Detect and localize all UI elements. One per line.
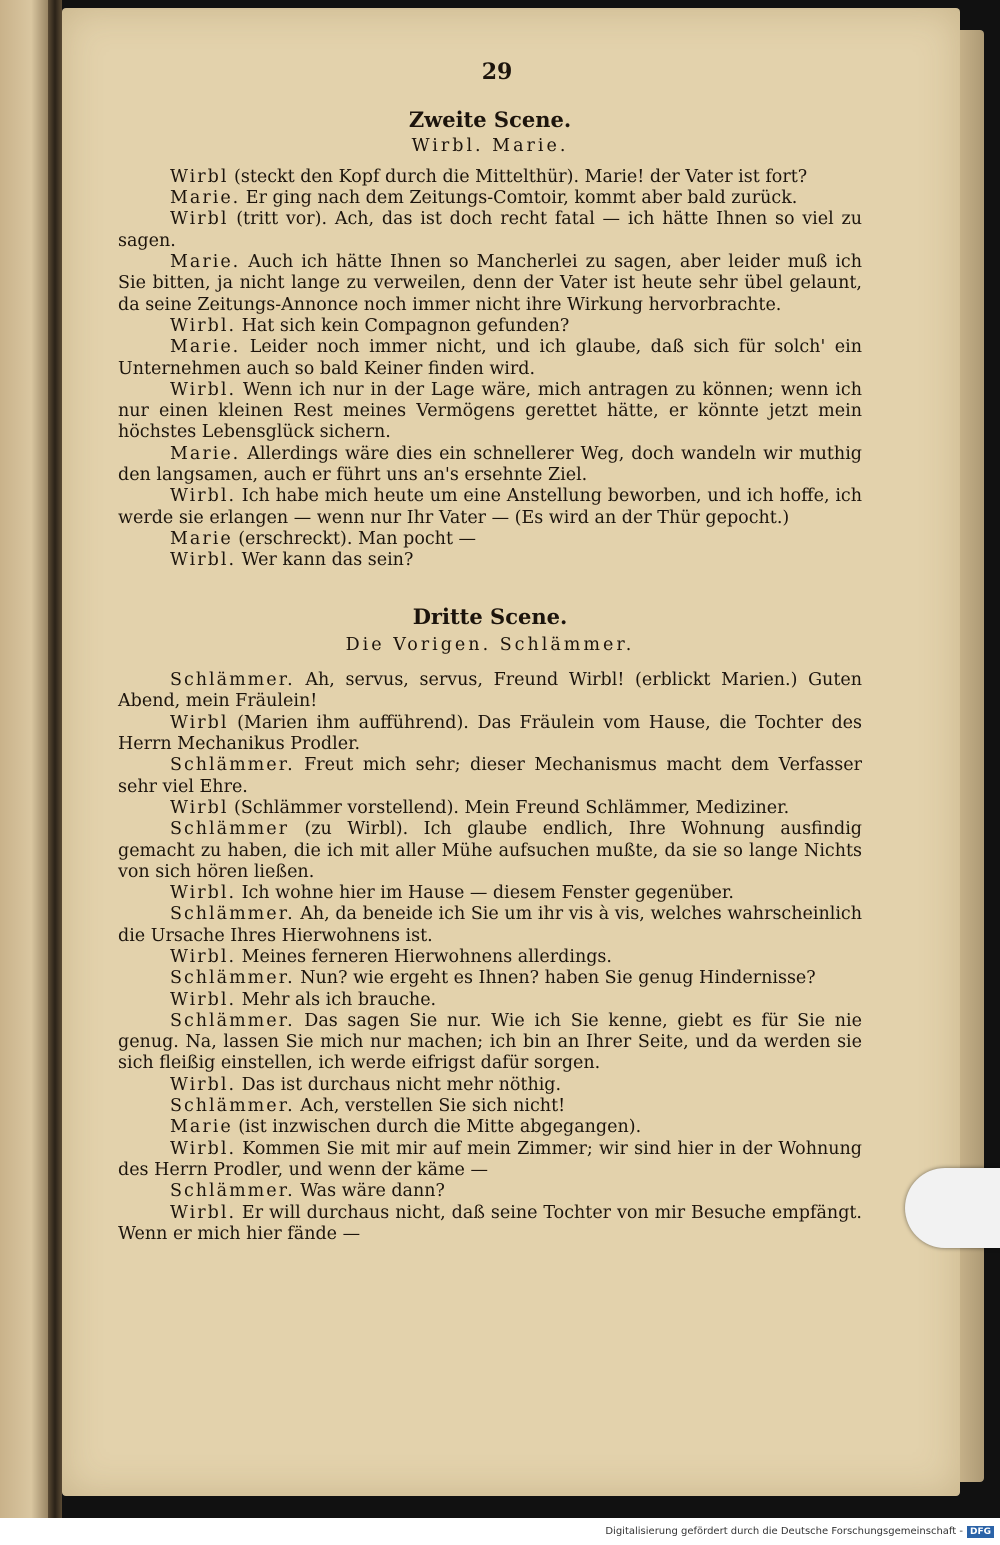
dialogue-text: (Schlämmer vorstellend). Mein Freund Schlämmer, Mediziner. [228,797,790,818]
dialogue-text: Ich habe mich heute um eine Anstellung beworben, und ich hoffe, ich werde sie erlangen — wenn nur Ihr Vater — (Es wird an der Thür gepocht.) [118,486,862,528]
footer-credit: Digitalisierung gefördert durch die Deutsche Forschungsgemeinschaft - [605,1526,963,1537]
speaker-name: Wirbl [170,797,229,818]
dialogue-text: Auch ich hätte Ihnen so Mancherlei zu sagen, aber leider muß ich Sie bitten, ja nicht lange zu verweilen, denn der Vater ist heute sehr übel gelaunt, da seine Zeitungs-Annonce noch immer nicht ihre Wirkung hervorbrachte. [118,252,862,315]
dialogue-text: (ist inzwischen durch die Mitte abgegangen). [232,1117,642,1138]
dialogue-paragraph [118,1139,862,1182]
speaker-name: Wirbl [170,712,229,733]
dialogue-text: Er ging nach dem Zeitungs-Comtoir, kommt aber bald zurück. [240,188,798,209]
dialogue-text: Ach, verstellen Sie sich nicht! [294,1096,566,1117]
dialogue-text: (Marien ihm aufführend). Das Fräulein vom Hause, die Tochter des Herrn Mechanikus Prodler. [118,712,862,755]
dialogue-text: Ah, da beneide ich Sie um ihr vis à vis, welches wahrscheinlich die Ursache Ihres Hierwohnens ist. [118,904,862,946]
speaker-name: Schlämmer. [170,1010,295,1031]
dialogue-paragraph [118,1075,862,1096]
dialogue-text: Hat sich kein Compagnon gefunden? [236,315,570,336]
dialogue-paragraph [118,209,862,252]
speaker-name: Schlämmer. [170,904,295,925]
dialogue-text: Das sagen Sie nur. Wie ich Sie kenne, giebt es für Sie nie genug. Na, lassen Sie mich nur machen; ich bin an Ihrer Seite, und da werden sie sich fleißig einstellen, ich werde eifrigst dafür sorgen. [118,1010,862,1074]
dialogue-paragraph [118,755,862,798]
speaker-name: Marie. [170,337,241,358]
speaker-name: Wirbl. [170,946,237,967]
dialogue-paragraph [118,444,862,487]
dialogue-paragraph [118,1117,862,1138]
dialogue-paragraph [118,167,862,188]
dialogue-paragraph [118,968,862,989]
dialogue-paragraph [118,990,862,1011]
dialogue-text: Wenn ich nur in der Lage wäre, mich antragen zu können; wenn ich nur einen kleinen Rest meines Vermögens gerettet hätte, er könnte jetzt mein höchstes Lebensglück sichern. [118,379,862,443]
speaker-name: Marie. [170,188,241,209]
dialogue-text: Leider noch immer nicht, und ich glaube, daß sich für solch' ein Unternehmen auch so bald Keiner finden wird. [118,337,862,379]
dialogue-text: Er will durchaus nicht, daß seine Tochter von mir Besuche empfängt. Wenn er mich hier fände — [118,1202,862,1244]
dialogue-text: (erschreckt). Man pocht — [232,528,477,549]
speaker-name: Wirbl. [170,883,237,904]
left-page-edge [0,0,52,1518]
dialogue-text: Mehr als ich brauche. [236,989,437,1010]
dialogue-paragraph [118,1096,862,1117]
speaker-name: Wirbl. [170,486,237,507]
speaker-name: Wirbl. [170,550,237,571]
dialogue-paragraph [118,947,862,968]
scene-three-cast: Die Vorigen. Schlämmer. [345,634,635,655]
dialogue-paragraph [118,883,862,904]
speaker-name: Wirbl. [170,1074,237,1095]
scene-two-cast: Wirbl. Marie. [411,135,569,156]
dialogue-paragraph [118,252,862,316]
speaker-name: Schlämmer [170,819,290,840]
dialogue-paragraph [118,529,862,550]
scene-two-dialogue [118,167,862,572]
speaker-name: Schlämmer. [170,968,295,989]
dialogue-paragraph [118,670,862,713]
speaker-name: Marie [170,528,233,549]
scene-three-title: Dritte Scene. [412,603,568,629]
speaker-name: Marie [170,1117,233,1138]
dialogue-paragraph [118,188,862,209]
page-number: 29 [481,59,513,85]
dialogue-paragraph [118,798,862,819]
dialogue-paragraph [118,380,862,444]
dialogue-paragraph [118,550,862,571]
dialogue-text: (steckt den Kopf durch die Mittelthür). Marie! der Vater ist fort? [228,166,808,187]
speaker-name: Schlämmer. [170,670,295,691]
scene-two-title: Zweite Scene. [408,107,572,133]
speaker-name: Wirbl. [170,315,237,336]
dialogue-paragraph [118,904,862,947]
scene-three-dialogue [118,670,862,1245]
page-flip-handle[interactable] [905,1168,1000,1248]
speaker-name: Wirbl. [170,1138,237,1159]
speaker-name: Schlämmer. [170,1181,295,1202]
dialogue-paragraph [118,316,862,337]
speaker-name: Wirbl. [170,989,237,1010]
speaker-name: Wirbl [170,209,229,230]
footer-bar [0,1518,1000,1545]
dialogue-text: Allerdings wäre dies ein schnellerer Weg, doch wandeln wir muthig den langsamen, auch er führt uns an's ersehnte Ziel. [118,443,862,486]
dialogue-paragraph [118,819,862,883]
dialogue-paragraph [118,337,862,380]
dialogue-paragraph [118,1011,862,1075]
page-stack-edge [958,30,984,1482]
dialogue-paragraph [118,713,862,756]
dialogue-text: Meines ferneren Hierwohnens allerdings. [236,946,612,967]
speaker-name: Marie. [170,443,241,464]
speaker-name: Schlämmer. [170,1096,295,1117]
dialogue-text: Was wäre dann? [294,1181,445,1202]
dialogue-paragraph [118,1203,862,1246]
dialogue-text: (tritt vor). Ach, das ist doch recht fatal — ich hätte Ihnen so viel zu sagen. [118,209,862,251]
dialogue-paragraph [118,1181,862,1202]
dialogue-text: Ah, servus, servus, Freund Wirbl! (erblickt Marien.) Guten Abend, mein Fräulein! [118,670,862,712]
dialogue-text: Wer kann das sein? [236,550,414,571]
page-content [118,59,862,1245]
speaker-name: Wirbl [170,166,229,187]
dialogue-text: Das ist durchaus nicht mehr nöthig. [236,1074,562,1095]
speaker-name: Wirbl. [170,379,237,400]
dfg-logo-icon: DFG [967,1526,994,1538]
dialogue-text: (zu Wirbl). Ich glaube endlich, Ihre Wohnung ausfindig gemacht zu haben, die ich mit aller Mühe aufsuchen mußte, da sie so lange Nichts von sich hören ließen. [118,819,862,882]
dialogue-text: Freut mich sehr; dieser Mechanismus macht dem Verfasser sehr viel Ehre. [118,755,862,797]
dialogue-text: Ich wohne hier im Hause — diesem Fenster gegenüber. [236,883,734,904]
dialogue-paragraph [118,486,862,529]
speaker-name: Marie. [170,252,241,273]
dialogue-text: Kommen Sie mit mir auf mein Zimmer; wir sind hier in der Wohnung des Herrn Prodler, und wenn der käme — [118,1138,862,1180]
speaker-name: Schlämmer. [170,755,295,776]
book-gutter [48,0,62,1518]
dialogue-text: Nun? wie ergeht es Ihnen? haben Sie genug Hindernisse? [294,968,816,989]
speaker-name: Wirbl. [170,1202,237,1223]
